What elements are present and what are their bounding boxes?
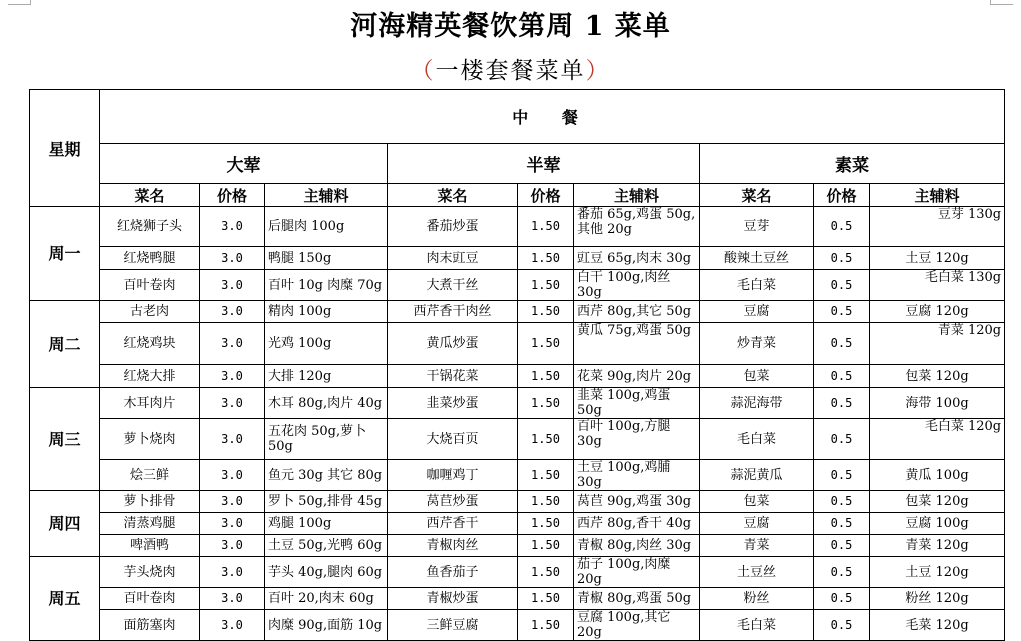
half-dish-price: 1.50 (518, 460, 574, 491)
big-dish-price: 3.0 (200, 460, 265, 491)
table-row (30, 588, 1005, 610)
table-row (30, 301, 1005, 323)
half-dish-name: 干锅花菜 (388, 365, 518, 388)
table-row (30, 610, 1005, 641)
veg-dish-name: 酸辣土豆丝 (700, 247, 814, 270)
veg-dish-name: 蒜泥海带 (700, 388, 814, 419)
big-dish-name: 红烧鸭腿 (100, 247, 200, 270)
big-dish-name: 萝卜排骨 (100, 491, 200, 513)
big-dish-name: 古老肉 (100, 301, 200, 323)
half-dish-price: 1.50 (518, 365, 574, 388)
veg-dish-price: 0.5 (814, 270, 870, 301)
half-dish-price: 1.50 (518, 207, 574, 247)
big-dish-ingredients: 精肉 100g (265, 301, 388, 323)
big-dish-name: 红烧大排 (100, 365, 200, 388)
veg-dish-name: 包菜 (700, 365, 814, 388)
veg-dish-ingredients: 毛菜 120g (870, 610, 1005, 641)
table-row (30, 557, 1005, 588)
veg-dish-ingredients: 毛白菜 130g (870, 270, 1005, 301)
table-row (30, 323, 1005, 365)
big-dish-price: 3.0 (200, 535, 265, 557)
big-dish-ingredients: 百叶 10g 肉糜 70g (265, 270, 388, 301)
half-dish-ingredients: 黄瓜 75g,鸡蛋 50g (574, 323, 700, 365)
half-dish-name: 咖喱鸡丁 (388, 460, 518, 491)
veg-dish-price: 0.5 (814, 557, 870, 588)
big-dish-name: 百叶卷肉 (100, 588, 200, 610)
half-dish-name: 西芹香干肉丝 (388, 301, 518, 323)
veg-dish-name: 炒青菜 (700, 323, 814, 365)
half-dish-name: 西芹香干 (388, 513, 518, 535)
half-dish-name: 大烧百页 (388, 419, 518, 460)
veg-dish-price: 0.5 (814, 491, 870, 513)
veg-dish-ingredients: 青菜 120g (870, 323, 1005, 365)
veg-dish-name: 包菜 (700, 491, 814, 513)
big-dish-ingredients: 木耳 80g,肉片 40g (265, 388, 388, 419)
veg-dish-name: 毛白菜 (700, 419, 814, 460)
half-dish-ingredients: 土豆 100g,鸡脯 30g (574, 460, 700, 491)
veg-dish-ingredients: 海带 100g (870, 388, 1005, 419)
veg-dish-name: 豆腐 (700, 301, 814, 323)
subtitle-open-paren: （ (410, 58, 436, 84)
big-dish-price: 3.0 (200, 365, 265, 388)
menu-subtitle (0, 52, 1021, 85)
big-dish-ingredients: 鸭腿 150g (265, 247, 388, 270)
half-dish-ingredients: 茄子 100g,肉糜 20g (574, 557, 700, 588)
half-dish-ingredients: 豇豆 65g,肉末 30g (574, 247, 700, 270)
table-row (30, 247, 1005, 270)
veg-dish-price: 0.5 (814, 610, 870, 641)
weekday-cell: 周五 (30, 557, 100, 641)
column-header-dish: 菜名 (100, 184, 200, 207)
veg-dish-ingredients: 粉丝 120g (870, 588, 1005, 610)
menu-body (30, 207, 1005, 641)
subtitle-close-paren: ） (585, 58, 611, 84)
big-dish-price: 3.0 (200, 419, 265, 460)
big-dish-price: 3.0 (200, 207, 265, 247)
half-dish-name: 肉末豇豆 (388, 247, 518, 270)
table-row (30, 419, 1005, 460)
veg-dish-price: 0.5 (814, 419, 870, 460)
big-dish-name: 红烧狮子头 (100, 207, 200, 247)
half-dish-price: 1.50 (518, 419, 574, 460)
big-dish-ingredients: 鸡腿 100g (265, 513, 388, 535)
weekday-header: 星期 (30, 90, 100, 207)
column-header-price: 价格 (814, 184, 870, 207)
half-dish-name: 番茄炒蛋 (388, 207, 518, 247)
table-row (30, 491, 1005, 513)
veg-dish-price: 0.5 (814, 513, 870, 535)
half-dish-price: 1.50 (518, 535, 574, 557)
half-dish-price: 1.50 (518, 588, 574, 610)
big-dish-price: 3.0 (200, 513, 265, 535)
half-dish-name: 大煮干丝 (388, 270, 518, 301)
column-header-ingredients: 主辅料 (265, 184, 388, 207)
veg-dish-price: 0.5 (814, 388, 870, 419)
veg-dish-name: 毛白菜 (700, 270, 814, 301)
big-dish-price: 3.0 (200, 557, 265, 588)
weekday-cell: 周四 (30, 491, 100, 557)
big-dish-price: 3.0 (200, 610, 265, 641)
column-header-price: 价格 (518, 184, 574, 207)
half-dish-price: 1.50 (518, 301, 574, 323)
veg-dish-price: 0.5 (814, 365, 870, 388)
column-header-dish: 菜名 (700, 184, 814, 207)
table-row (30, 535, 1005, 557)
big-dish-ingredients: 肉糜 90g,面筋 10g (265, 610, 388, 641)
big-dish-name: 面筋塞肉 (100, 610, 200, 641)
half-dish-price: 1.50 (518, 323, 574, 365)
category-header-half: 半荤 (388, 144, 700, 184)
veg-dish-name: 蒜泥黄瓜 (700, 460, 814, 491)
veg-dish-ingredients: 土豆 120g (870, 247, 1005, 270)
table-row (30, 460, 1005, 491)
veg-dish-ingredients: 豆芽 130g (870, 207, 1005, 247)
meal-header: 中 餐 (100, 90, 1005, 144)
half-dish-ingredients: 花菜 90g,肉片 20g (574, 365, 700, 388)
half-dish-ingredients: 韭菜 100g,鸡蛋 50g (574, 388, 700, 419)
veg-dish-name: 毛白菜 (700, 610, 814, 641)
veg-dish-name: 豆腐 (700, 513, 814, 535)
veg-dish-price: 0.5 (814, 247, 870, 270)
big-dish-ingredients: 五花肉 50g,萝卜 50g (265, 419, 388, 460)
weekday-cell: 周二 (30, 301, 100, 388)
big-dish-ingredients: 芋头 40g,腿肉 60g (265, 557, 388, 588)
table-row (30, 365, 1005, 388)
table-row (30, 207, 1005, 247)
veg-dish-name: 粉丝 (700, 588, 814, 610)
half-dish-name: 青椒炒蛋 (388, 588, 518, 610)
big-dish-name: 啤酒鸭 (100, 535, 200, 557)
veg-dish-price: 0.5 (814, 460, 870, 491)
big-dish-price: 3.0 (200, 270, 265, 301)
column-header-ingredients: 主辅料 (870, 184, 1005, 207)
half-dish-price: 1.50 (518, 388, 574, 419)
veg-dish-price: 0.5 (814, 207, 870, 247)
menu-title: 河海精英餐饮第周 1 菜单 (350, 11, 671, 42)
half-dish-name: 三鲜豆腐 (388, 610, 518, 641)
veg-dish-ingredients: 黄瓜 100g (870, 460, 1005, 491)
big-dish-ingredients: 大排 120g (265, 365, 388, 388)
weekday-cell: 周一 (30, 207, 100, 301)
half-dish-name: 韭菜炒蛋 (388, 388, 518, 419)
big-dish-ingredients: 光鸡 100g (265, 323, 388, 365)
table-row (30, 388, 1005, 419)
half-dish-name: 黄瓜炒蛋 (388, 323, 518, 365)
half-dish-name: 鱼香茄子 (388, 557, 518, 588)
table-row (30, 270, 1005, 301)
half-dish-price: 1.50 (518, 513, 574, 535)
big-dish-name: 芋头烧肉 (100, 557, 200, 588)
half-dish-name: 青椒肉丝 (388, 535, 518, 557)
big-dish-price: 3.0 (200, 588, 265, 610)
half-dish-ingredients: 莴苣 90g,鸡蛋 30g (574, 491, 700, 513)
half-dish-ingredients: 青椒 80g,肉丝 30g (574, 535, 700, 557)
big-dish-price: 3.0 (200, 247, 265, 270)
veg-dish-ingredients: 豆腐 120g (870, 301, 1005, 323)
half-dish-ingredients: 西芹 80g,其它 50g (574, 301, 700, 323)
veg-dish-ingredients: 青菜 120g (870, 535, 1005, 557)
weekday-cell: 周三 (30, 388, 100, 491)
half-dish-ingredients: 白干 100g,肉丝 30g (574, 270, 700, 301)
half-dish-price: 1.50 (518, 270, 574, 301)
half-dish-ingredients: 青椒 80g,鸡蛋 50g (574, 588, 700, 610)
veg-dish-ingredients: 豆腐 100g (870, 513, 1005, 535)
veg-dish-price: 0.5 (814, 323, 870, 365)
big-dish-price: 3.0 (200, 491, 265, 513)
column-header-price: 价格 (200, 184, 265, 207)
big-dish-ingredients: 土豆 50g,光鸭 60g (265, 535, 388, 557)
category-header-veg: 素菜 (700, 144, 1005, 184)
big-dish-ingredients: 后腿肉 100g (265, 207, 388, 247)
veg-dish-ingredients: 毛白菜 120g (870, 419, 1005, 460)
veg-dish-ingredients: 包菜 120g (870, 365, 1005, 388)
big-dish-ingredients: 百叶 20,肉末 60g (265, 588, 388, 610)
subtitle-text: 一楼套餐菜单 (435, 58, 586, 84)
big-dish-name: 萝卜烧肉 (100, 419, 200, 460)
big-dish-name: 烩三鲜 (100, 460, 200, 491)
veg-dish-price: 0.5 (814, 588, 870, 610)
veg-dish-ingredients: 土豆 120g (870, 557, 1005, 588)
half-dish-ingredients: 豆腐 100g,其它 20g (574, 610, 700, 641)
half-dish-price: 1.50 (518, 491, 574, 513)
menu-table (29, 89, 1005, 641)
big-dish-ingredients: 鱼元 30g 其它 80g (265, 460, 388, 491)
category-header-big: 大荤 (100, 144, 388, 184)
veg-dish-ingredients: 包菜 120g (870, 491, 1005, 513)
big-dish-name: 木耳肉片 (100, 388, 200, 419)
column-header-ingredients: 主辅料 (574, 184, 700, 207)
half-dish-ingredients: 西芹 80g,香干 40g (574, 513, 700, 535)
column-header-dish: 菜名 (388, 184, 518, 207)
veg-dish-name: 土豆丝 (700, 557, 814, 588)
veg-dish-price: 0.5 (814, 535, 870, 557)
half-dish-ingredients: 番茄 65g,鸡蛋 50g,其他 20g (574, 207, 700, 247)
veg-dish-name: 豆芽 (700, 207, 814, 247)
big-dish-price: 3.0 (200, 388, 265, 419)
big-dish-name: 红烧鸡块 (100, 323, 200, 365)
table-row (30, 513, 1005, 535)
half-dish-price: 1.50 (518, 557, 574, 588)
veg-dish-name: 青菜 (700, 535, 814, 557)
big-dish-price: 3.0 (200, 301, 265, 323)
half-dish-name: 莴苣炒蛋 (388, 491, 518, 513)
half-dish-ingredients: 百叶 100g,方腿 30g (574, 419, 700, 460)
big-dish-price: 3.0 (200, 323, 265, 365)
half-dish-price: 1.50 (518, 610, 574, 641)
big-dish-name: 清蒸鸡腿 (100, 513, 200, 535)
big-dish-ingredients: 罗卜 50g,排骨 45g (265, 491, 388, 513)
veg-dish-price: 0.5 (814, 301, 870, 323)
half-dish-price: 1.50 (518, 247, 574, 270)
big-dish-name: 百叶卷肉 (100, 270, 200, 301)
